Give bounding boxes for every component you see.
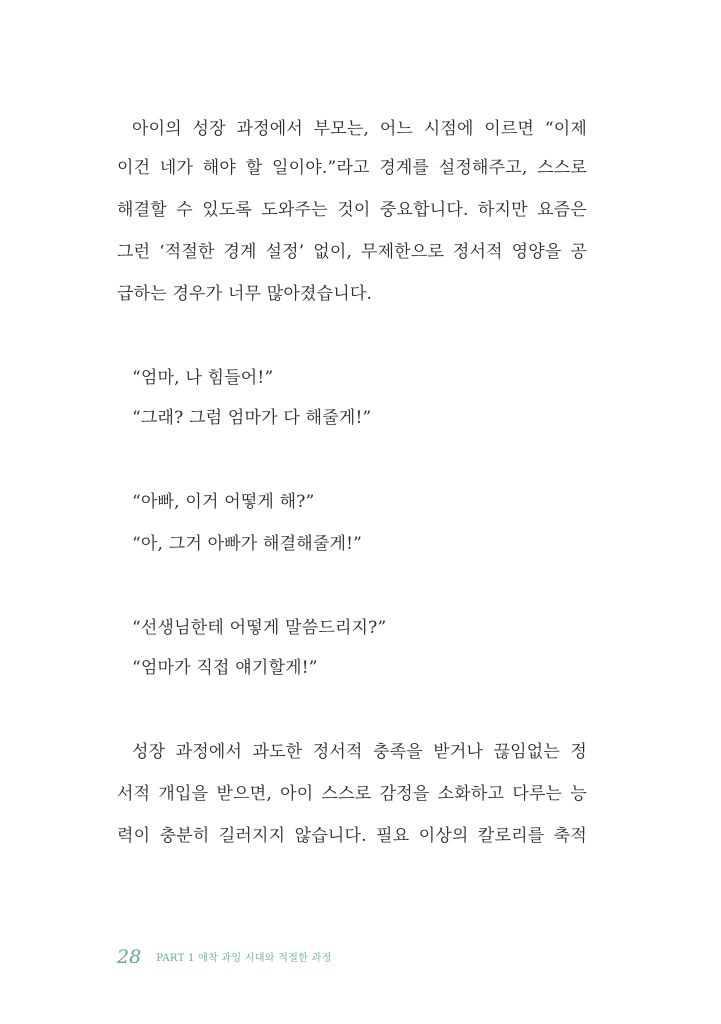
body-line: 아이의 성장 과정에서 부모는, 어느 시점에 이르면 “이제 [132, 119, 587, 139]
body-line: 그런 ‘적절한 경계 설정’ 없이, 무제한으로 정서적 영양을 공 [117, 242, 587, 262]
running-title: PART 1 애착 과잉 시대와 적절한 과정 [156, 953, 332, 964]
body-line: 력이 충분히 길러지지 않습니다. 필요 이상의 칼로리를 축적 [117, 826, 587, 846]
page-footer [117, 946, 332, 968]
dialogue-line: “엄마가 직접 얘기할게!” [132, 658, 318, 678]
body-line: 이건 네가 해야 할 일이야.”라고 경계를 설정해주고, 스스로 [117, 158, 587, 178]
dialogue-line: “아, 그거 아빠가 해결해줄게!” [132, 534, 363, 554]
body-line: 해결할 수 있도록 도와주는 것이 중요합니다. 하지만 요즘은 [117, 200, 587, 220]
dialogue-line: “그래? 그럼 엄마가 다 해줄게!” [132, 408, 372, 428]
body-line: 급하는 경우가 너무 많아졌습니다. [117, 284, 373, 304]
body-line: 성장 과정에서 과도한 정서적 충족을 받거나 끊임없는 정 [132, 742, 587, 762]
dialogue-line: “선생님한테 어떻게 말씀드리지?” [132, 618, 387, 638]
dialogue-line: “엄마, 나 힘들어!” [132, 368, 274, 388]
body-line: 서적 개입을 받으면, 아이 스스로 감정을 소화하고 다루는 능 [117, 784, 587, 804]
page-number: 28 [117, 946, 142, 968]
dialogue-line: “아빠, 이거 어떻게 해?” [132, 492, 315, 512]
